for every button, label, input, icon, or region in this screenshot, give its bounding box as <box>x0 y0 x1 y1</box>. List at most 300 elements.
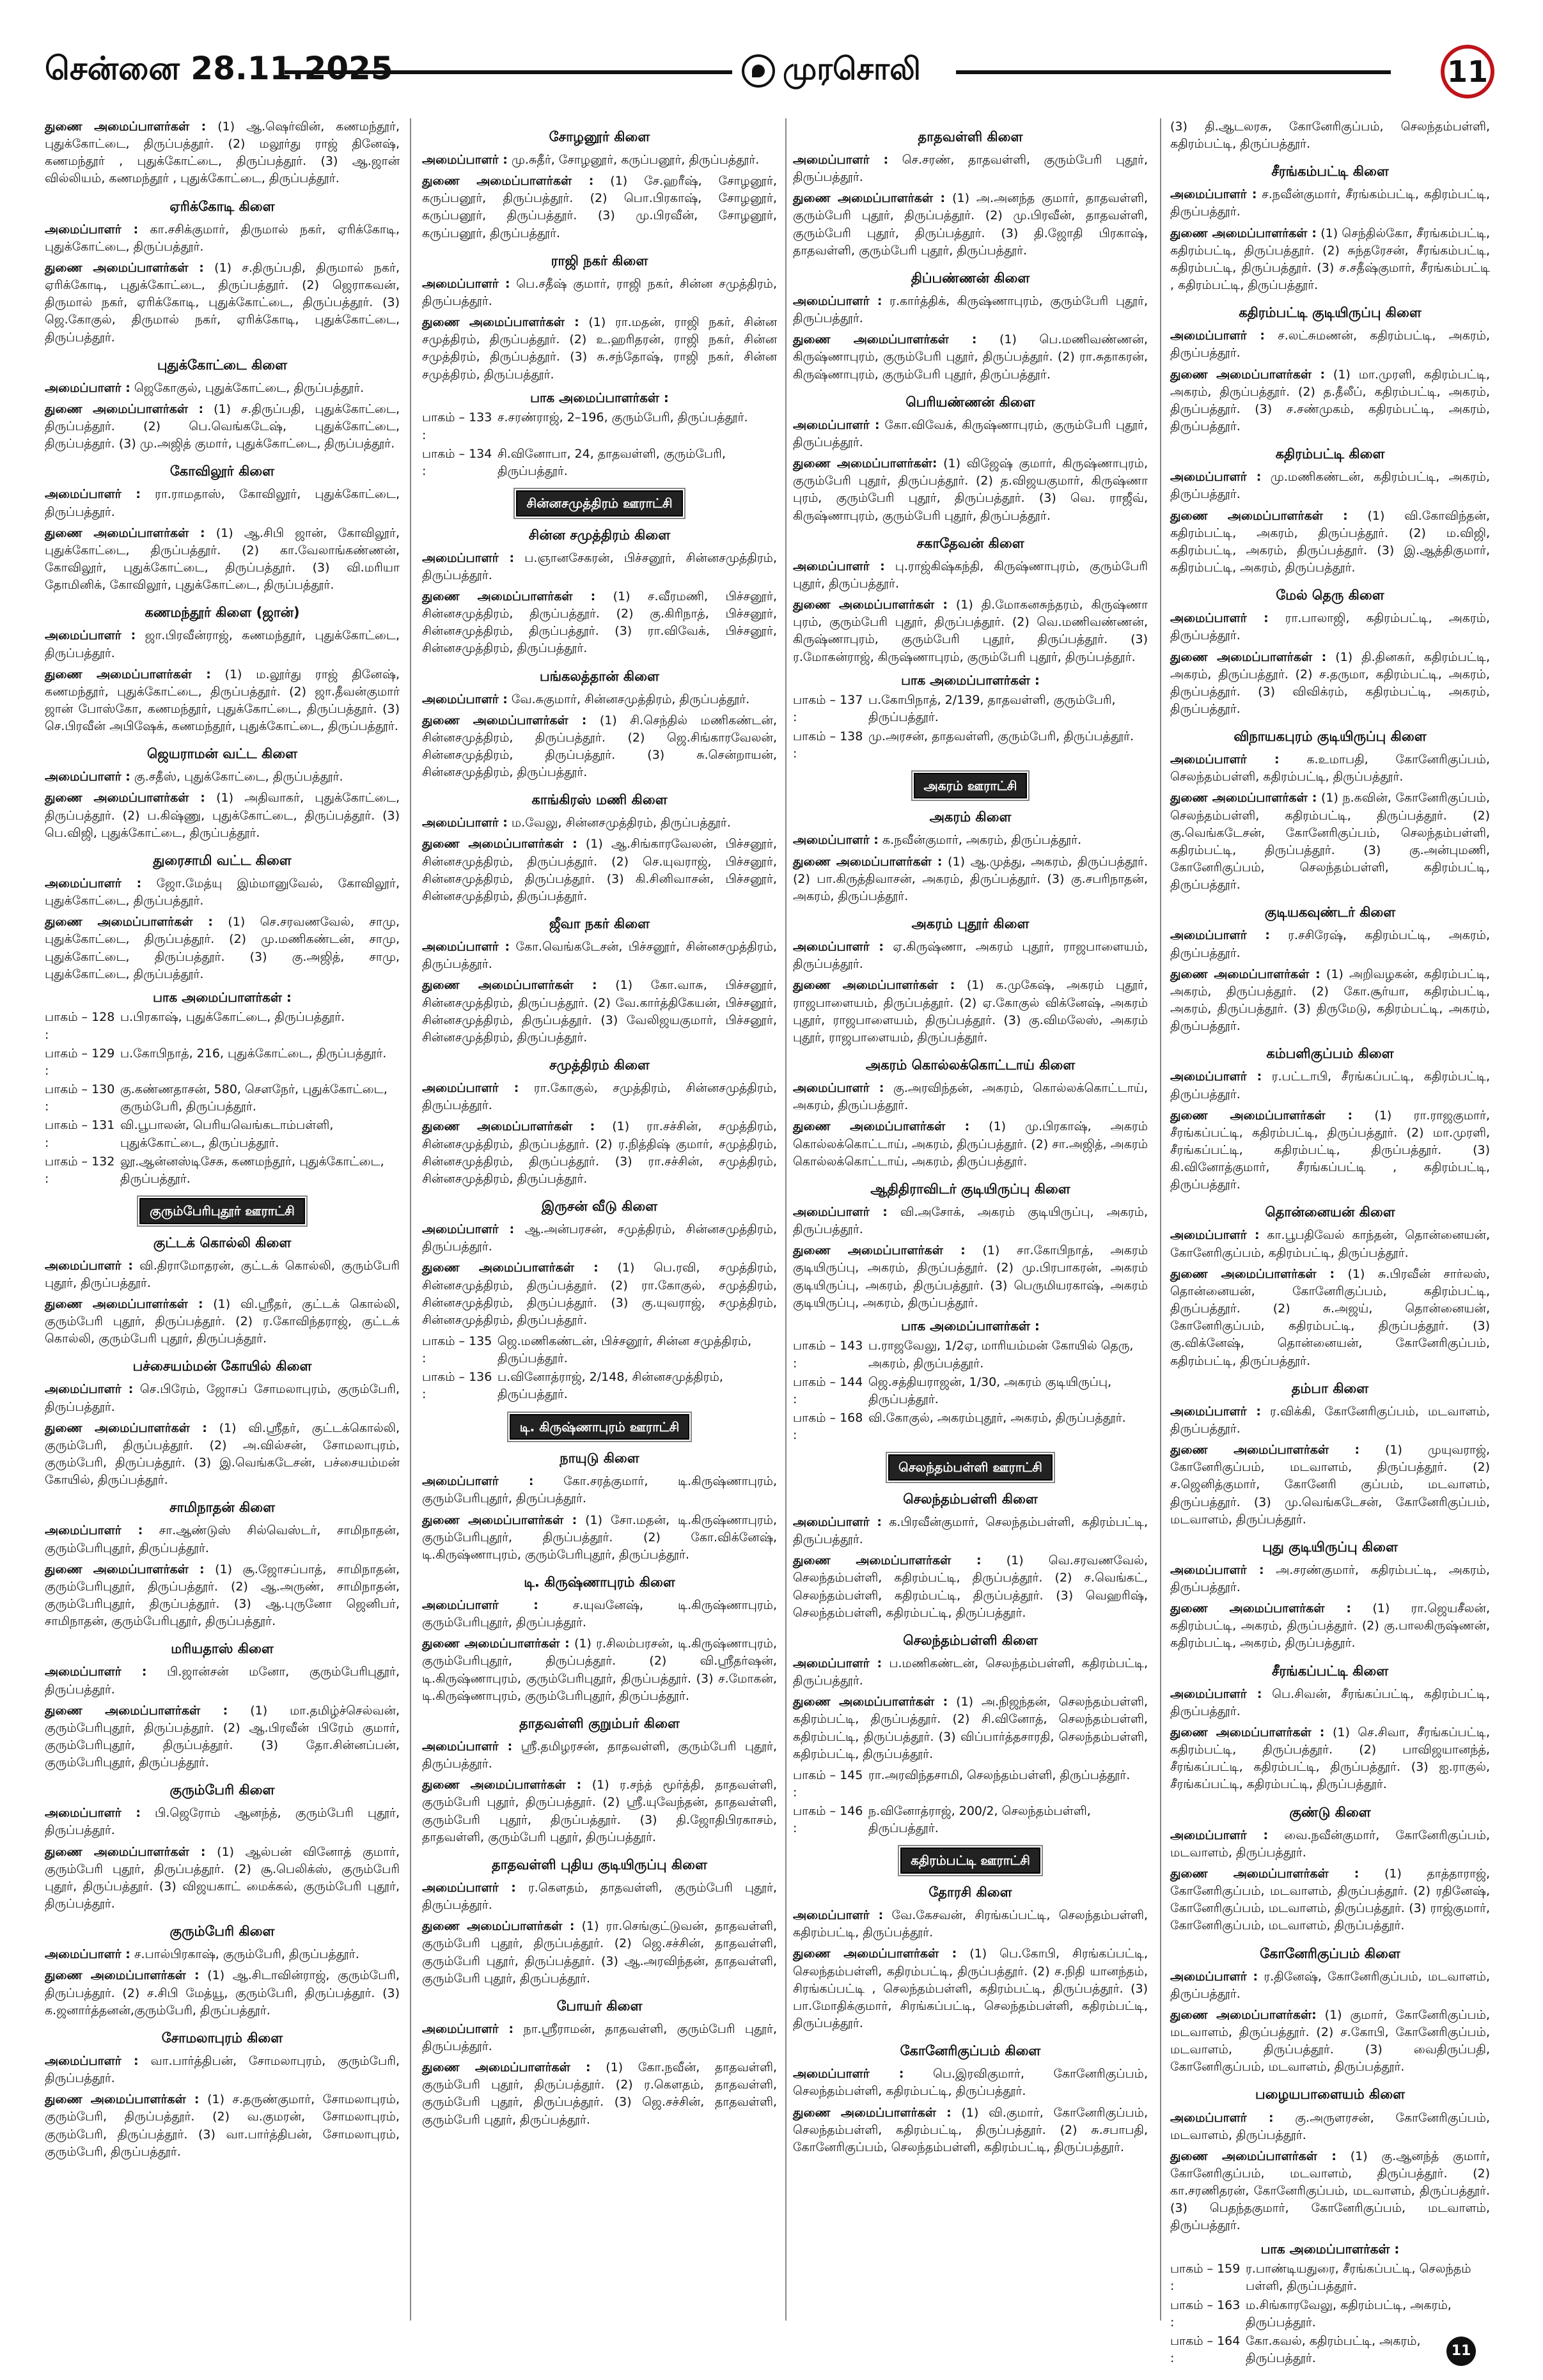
appointee-names: பி.ஜெரோம் ஆனந்த், குரும்பேரி புதூர், திருப்பத்தூர். <box>45 1806 400 1838</box>
appointee-names: மு.சுதீர், சோழனூர், கருப்பனூர், திருப்பத்தூர். <box>511 153 760 167</box>
role-label: அமைப்பாளர் : <box>793 293 882 308</box>
role-label: துணை அமைப்பாளர்கள் : <box>45 401 204 416</box>
appointment-entry <box>793 596 1148 666</box>
appointment-entry <box>793 1080 1148 1114</box>
booth-heading: பாக அமைப்பாளர்கள் : <box>901 672 1040 688</box>
booth-number: பாகம் – 138 : <box>793 729 863 761</box>
booth-organiser: சி.வினோபா, 24, தாதவள்ளி, குரும்பேரி, திருப்பத்தூர். <box>497 446 726 478</box>
appointment-entry <box>1170 1827 1490 1862</box>
branch-heading: பழையபாளையம் கிளை <box>1255 2087 1406 2103</box>
panchayat-banner: குரும்பேரிபுதூர் ஊராட்சி <box>139 1198 305 1224</box>
branch-heading: அகரம் புதூர் கிளை <box>911 916 1030 932</box>
header-rule-left <box>285 70 732 74</box>
branch-heading: இருசன் வீடு கிளை <box>541 1199 658 1215</box>
appointee-names: ப.மணிகண்டன், செலந்தம்பள்ளி, கதிரம்பட்டி, திருப்பத்தூர். <box>793 1656 1148 1688</box>
booth-row <box>793 692 1148 726</box>
appointment-entry <box>1170 649 1490 719</box>
branch-heading: ராஜி நகர் கிளை <box>551 253 648 268</box>
branch-heading: அகரம் கொல்லக்கொட்டாய் கிளை <box>865 1057 1076 1073</box>
appointment-entry <box>1170 186 1490 221</box>
role-label: துணை அமைப்பாளர்கள் : <box>793 854 943 869</box>
edition-date: சென்னை 28.11.2025 <box>45 50 393 87</box>
appointment-entry <box>422 1635 777 1705</box>
branch-heading: தாதவள்ளி குறும்பர் கிளை <box>519 1715 680 1731</box>
appointment-entry <box>1170 1968 1490 2003</box>
booth-organiser: ர.பாண்டியதுரை, சீரங்கப்பட்டி, செலந்தம் பள்ளி, திருப்பத்தூர். <box>1246 2262 1471 2294</box>
role-label: துணை அமைப்பாளர்கள் : <box>45 915 213 929</box>
booth-row <box>45 1081 400 1116</box>
appointment-entry <box>1170 118 1490 153</box>
role-label: அமைப்பாளர் : <box>1170 611 1269 626</box>
appointee-names: (1) ச.திருப்பதி, புதுக்கோட்டை, திருப்பத்தூர். (2) பெ.வெங்கடேஷ், புதுக்கோட்டை, திருப்பத்தூர். (3) மு.அஜித் குமார், புதுக்கோட்டை, திருப்பத்தூர். <box>45 401 400 451</box>
appointee-names: க.பிரவீன்குமார், செலந்தம்பள்ளி, கதிரம்பட்டி, திருப்பத்தூர். <box>793 1514 1148 1547</box>
branch-heading: பங்கலத்தான் கிளை <box>540 668 659 684</box>
appointment-entry <box>793 1693 1148 1763</box>
appointment-entry <box>793 977 1148 1046</box>
booth-number: பாகம் – 164 : <box>1170 2333 1241 2365</box>
appointment-entry <box>45 875 400 910</box>
booth-number: பாகம் – 130 : <box>45 1082 115 1114</box>
appointment-entry <box>45 1946 400 1963</box>
appointment-entry <box>1170 469 1490 503</box>
booth-organiser: கோ.கவல், கதிரம்பட்டி, அகரம், திருப்பத்தூர். <box>1246 2333 1421 2365</box>
booth-organisers <box>793 1317 1148 1445</box>
appointee-names: ச.லட்சுமணன், கதிரம்பட்டி, அகரம், திருப்பத்தூர். <box>1170 329 1490 361</box>
appointee-names: வி.திராமோதரன், குட்டக் கொல்லி, குரும்பேரி புதூர், திருப்பத்தூர். <box>45 1258 400 1290</box>
role-label: அமைப்பாளர் : <box>45 770 130 784</box>
appointment-entry <box>1170 1724 1490 1794</box>
role-label: துணை அமைப்பாளர்கள் : <box>422 1261 599 1275</box>
role-label: அமைப்பாளர் : <box>422 2021 514 2036</box>
appointee-names: (1) பெ.மணிவண்ணன், கிருஷ்ணாபுரம், குரும்பேரி புதூர், திருப்பத்தூர். (2) ரா.சுதாகரன், கிருஷ்ணாபுரம், குரும்பேரி புதூர், திருப்பத்தூர். <box>793 332 1148 382</box>
booth-number: பாகம் – 144 : <box>793 1374 863 1406</box>
appointment-entry <box>422 1080 777 1114</box>
booth-organiser: ச.சரண்ராஜ், 2–196, குரும்பேரி, திருப்பத்தூர். <box>497 410 748 425</box>
role-label: துணை அமைப்பாளர்கள் : <box>45 1296 203 1311</box>
booth-row <box>422 1369 777 1403</box>
appointment-entry <box>45 789 400 841</box>
appointee-names: கா.பூபதிவேல் காந்தன், தொன்னையன், கோனேரிகுப்பம், கதிரம்பட்டி, திருப்பத்தூர். <box>1170 1228 1490 1260</box>
booth-organiser: வி.பூபாலன், பெரியவெங்கடாம்பள்ளி, புதுக்கோட்டை, திருப்பத்தூர். <box>120 1118 334 1150</box>
role-label: அமைப்பாளர் : <box>793 940 884 954</box>
role-label: அமைப்பாளர் : <box>422 816 508 830</box>
appointee-names: (1) ம.லூர்து ராஜ் தினேஷ், கணமந்தூர், புதுக்கோட்டை, திருப்பத்தூர். (2) ஜா.தீவன்குமார் ஜான் போஸ்கோ, கணமந்தூர், புதுக்கோட்டை, திருப்பத்தூர். (3) செ.பிரவீன் அபிஷேக், கணமந்தூர், புதுக்கோட்டை, திருப்பத்தூர். <box>45 667 400 734</box>
branch-heading: குண்டு கிளை <box>1289 1804 1371 1820</box>
role-label: துணை அமைப்பாளர்கள் : <box>422 1513 577 1527</box>
booth-row <box>45 1009 400 1043</box>
role-label: அமைப்பாளர் : <box>45 1523 143 1538</box>
appointee-names: (1) முயுவராஜ், கோனேரிகுப்பம், மடவாளம், திருப்பத்தூர். (2) ச.ஜெனித்குமார், கோனேரி குப்பம், மடவாளம், திருப்பத்தூர். (3) மு.வெங்கடேசன், கோனேரிகுப்பம், மடவாளம், திருப்பத்தூர். <box>1170 1443 1490 1527</box>
role-label: அமைப்பாளர் : <box>1170 1686 1262 1701</box>
booth-organiser: ந.வினோத்ராஜ், 200/2, செலந்தம்பள்ளி, திருப்பத்தூர். <box>868 1804 1091 1836</box>
panchayat-banner: அகரம் ஊராட்சி <box>914 773 1028 799</box>
booth-organiser: ப.ராஜவேலு, 1/2ஏ, மாரியம்மன் கோயில் தெரு, அகரம், திருப்பத்தூர். <box>868 1339 1134 1371</box>
appointment-entry <box>422 712 777 782</box>
appointment-entry <box>1170 1686 1490 1720</box>
appointee-names: ஜோ.மேத்யு இம்மானுவேல், கோவிலூர், புதுக்கோட்டை, திருப்பத்தூர். <box>45 876 400 908</box>
appointee-names: அ.சரண்குமார், கதிரம்பட்டி, அகரம், திருப்பத்தூர். <box>1170 1562 1490 1594</box>
role-label: அமைப்பாளர் : <box>45 1806 141 1821</box>
booth-number: பாகம் – 134 : <box>422 446 492 478</box>
appointee-names: (1) ஆ.சிடாவின்ராஜ், குரும்பேரி, திருப்பத்தூர். (2) ச.சிபி மேத்யூ, குரும்பேரி, திருப்பத்தூர். (3) க.ஜனார்த்தனன்,குரும்பேரி, திருப்பத்தூர். <box>45 1968 400 2018</box>
branch-heading: குரும்பேரி கிளை <box>169 1924 275 1940</box>
role-label: அமைப்பாளர் : <box>1170 928 1270 943</box>
role-label: அமைப்பாளர் : <box>422 1081 519 1096</box>
booth-row <box>1170 2260 1490 2295</box>
role-label: துணை அமைப்பாளர்கள் : <box>1170 1266 1335 1281</box>
booth-organiser: ரா.அரவிந்தசாமி, செலந்தம்பள்ளி, திருப்பத்தூர். <box>868 1768 1131 1782</box>
appointee-names: பெ.சிவன், சீரங்கப்பட்டி, கதிரம்பட்டி, திருப்பத்தூர். <box>1170 1686 1490 1718</box>
role-label: துணை அமைப்பாளர்கள் : <box>422 713 587 727</box>
appointee-names: (1) ரா.சச்சின், சமுத்திரம், சின்னசமுத்திரம், திருப்பத்தூர். (2) ர.நித்திஷ் குமார், சமுத்திரம், சின்னசமுத்திரம், திருப்பத்தூர். (3) ரா.சச்சின், சமுத்திரம், சின்னசமுத்திரம், திருப்பத்தூர். <box>422 1119 777 1186</box>
appointee-names: (1) ர.சிலம்பரசன், டி.கிருஷ்ணாபுரம், குரும்பேரிபுதூர், திருப்பத்தூர். (2) வி.ஸ்ரீதர்ஷன், டி.கிருஷ்ணாபுரம், குரும்பேரிபுதூர், திருப்பத்தூர். (3) ச.மோகன், டி.கிருஷ்ணாபுரம், குரும்பேரிபுதூர், திருப்பத்தூர். <box>422 1637 777 1703</box>
appointee-names: (1) மு.பிரகாஷ், அகரம் கொல்லக்கொட்டாய், அகரம், திருப்பத்தூர். (2) சா.அஜித், அகரம் கொல்லக்கொட்டாய், அகரம், திருப்பத்தூர். <box>793 1119 1148 1169</box>
booth-organiser: ஜெ.மணிகண்டன், பிச்சனூர், சின்ன சமுத்திரம், திருப்பத்தூர். <box>497 1334 752 1366</box>
role-label: அமைப்பாளர் : <box>1170 1404 1261 1419</box>
newspaper-name <box>742 51 921 91</box>
appointee-names: (1) சா.கோபிநாத், அகரம் குடியிருப்பு, அகரம், திருப்பத்தூர். (2) மு.பிரபாகரன், அகரம் குடியிருப்பு, அகரம், திருப்பத்தூர். (3) பெருமியரகாஷ், அகரம் குடியிருப்பு, அகரம், திருப்பத்தூர். <box>793 1243 1148 1310</box>
appointment-entry <box>422 588 777 658</box>
appointment-entry <box>1170 327 1490 362</box>
role-label: துணை அமைப்பாளர்கள் : <box>793 1947 957 1961</box>
appointment-entry <box>422 1777 777 1846</box>
appointee-names: (1) ஆ.முத்து, அகரம், திருப்பத்தூர். (2) பா.கிருத்திவாசன், அகரம், திருப்பத்தூர். (3) கு.சபரிநாதன், அகரம், திருப்பத்தூர். <box>793 854 1148 903</box>
appointment-entry <box>1170 366 1490 436</box>
appointment-entry <box>1170 610 1490 644</box>
role-label: துணை அமைப்பாளர்கள் : <box>422 1778 582 1793</box>
appointee-names: (1) ரா.ராஜகுமார், சீரங்கப்பட்டி, கதிரம்பட்டி, திருப்பத்தூர். (2) மா.முரளி, சீரங்கப்பட்டி, கதிரம்பட்டி, திருப்பத்தூர். (3) கி.வினோத்குமார், சீரங்கப்பட்டி , கதிரம்பட்டி, திருப்பத்தூர். <box>1170 1108 1490 1192</box>
role-label: துணை அமைப்பாளர்கள் : <box>793 191 946 206</box>
appointee-names: ர.கௌதம், தாதவள்ளி, குரும்பேரி புதூர், திருப்பத்தூர். <box>422 1880 777 1913</box>
appointee-names: கோ.விவேக், கிருஷ்ணாபுரம், குரும்பேரி புதூர், திருப்பத்தூர். <box>793 417 1148 449</box>
role-label: அமைப்பாளர் : <box>1170 470 1262 485</box>
appointee-names: பி.ஜான்சன் மனோ, குரும்பேரிபுதூர், திருப்பத்தூர். <box>45 1665 400 1697</box>
role-label: துணை அமைப்பாளர்கள் : <box>422 315 579 330</box>
appointee-names: (1) அ.அனந்த குமார், தாதவள்ளி, குரும்பேரி புதூர், திருப்பத்தூர். (2) மு.பிரவீன், தாதவள்ளி, குரும்பேரி புதூர், திருப்பத்தூர். (3) தி.ஜோதி பிரகாஷ், தாதவள்ளி, குரும்பேரி புதூர், திருப்பத்தூர். <box>793 191 1148 258</box>
role-label: அமைப்பாளர் : <box>422 276 510 291</box>
appointee-names: (1) வி.ஸ்ரீதர், குட்டக் கொல்லி, குரும்பேரி புதூர், திருப்பத்தூர். (2) ர.கோவிந்தராஜ், குட்டக் கொல்லி, குரும்பேரி புதூர், திருப்பத்தூர். <box>45 1296 400 1346</box>
role-label: அமைப்பாளர் : <box>1170 329 1265 343</box>
column-divider <box>410 118 411 2321</box>
role-label: துணை அமைப்பாளர்கள்: <box>793 456 937 471</box>
appointment-entry <box>422 1473 777 1507</box>
role-label: துணை அமைப்பாளர்கள் : <box>45 260 204 275</box>
appointee-names: (1) பெ.கோபி, சிரங்கப்பட்டி, செலந்தம்பள்ளி, கதிரம்பட்டி, திருப்பத்தூர். (2) ச.நிதி யானந்தம், சிரங்கப்பட்டி , செலந்தம்பள்ளி, கதிரம்பட்டி, திருப்பத்தூர். (3) பா.மோதிக்குமார், சிரங்கப்பட்டி, செலந்தம்பள்ளி, கதிரம்பட்டி, திருப்பத்தூர். <box>793 1947 1148 2031</box>
booth-organiser: கு.கண்ணதாசன், 580, செளநேர், புதுக்கோட்டை, குரும்பேரி, திருப்பத்தூர். <box>120 1082 388 1114</box>
booth-row <box>422 1333 777 1367</box>
branch-heading: விநாயகபுரம் குடியிருப்பு கிளை <box>1234 729 1427 745</box>
branch-heading: சாமிநாதன் கிளை <box>169 1500 276 1516</box>
appointee-names: (3) தி.ஆடலரசு, கோனேரிகுப்பம், செலந்தம்பள்ளி, கதிரம்பட்டி, திருப்பத்தூர். <box>1170 120 1490 152</box>
booth-heading: பாக அமைப்பாளர்கள் : <box>901 1318 1040 1334</box>
appointment-entry <box>1170 1600 1490 1652</box>
appointment-entry <box>1170 225 1490 295</box>
booth-number: பாகம் – 145 : <box>793 1768 863 1800</box>
appointee-names: (1) ந.கவின், கோனேரிகுப்பம், செலந்தம்பள்ளி, கதிரம்பட்டி, திருப்பத்தூர். (2) கு.வெங்கடேசன், கோனேரிகுப்பம், செலந்தம்பள்ளி, கதிரம்பட்டி, திருப்பத்தூர். (3) கு.அன்புமணி, கோனேரிகுப்பம், செலந்தம்பள்ளி, கதிரம்பட்டி, திருப்பத்தூர். <box>1170 791 1490 892</box>
role-label: துணை அமைப்பாளர்கள் : <box>422 1637 570 1651</box>
appointment-entry <box>45 666 400 736</box>
appointment-entry <box>1170 1068 1490 1103</box>
appointee-names: (1) கோ.நவீன், தாதவள்ளி, குரும்பேரி புதூர், திருப்பத்தூர். (2) ர.கௌதம், தாதவள்ளி, குரும்பேரி புதூர், திருப்பத்தூர். (3) ஜெ.சச்சின், தாதவள்ளி, குரும்பேரி புதூர், திருப்பத்தூர். <box>422 2060 777 2127</box>
role-label: துணை அமைப்பாளர்கள் : <box>45 120 207 134</box>
booth-organiser: ப.கோபிநாத், 2/139, தாதவள்ளி, குரும்பேரி, திருப்பத்தூர். <box>868 693 1116 725</box>
role-label: அமைப்பாளர் : <box>793 1514 882 1529</box>
appointee-names: பெ.இரவிகுமார், கோனேரிகுப்பம், செலந்தம்பள்ளி, கதிரம்பட்டி, திருப்பத்தூர். <box>793 2067 1148 2099</box>
appointment-entry <box>45 260 400 346</box>
page-number-badge: 11 <box>1441 45 1494 98</box>
role-label: துணை அமைப்பாளர்கள் : <box>45 525 205 540</box>
branch-heading: கோனேரிகுப்பம் கிளை <box>1260 1945 1400 1961</box>
branch-heading: திப்பண்ணன் கிளை <box>911 270 1030 286</box>
appointment-entry <box>1170 2007 1490 2076</box>
appointee-names: (1) சூ.ஜோசப்பாத், சாமிநாதன், குரும்பேரிபுதூர், திருப்பத்தூர். (2) ஆ.அருண், சாமிநாதன், குரும்பேரிபுதூர், திருப்பத்தூர். (3) ஆ.புருனோ ஜெனிபர், சாமிநாதன், குரும்பேரிபுதூர், திருப்பத்தூர். <box>45 1562 400 1629</box>
appointee-names: ஜெகோகுல், புதுக்கோட்டை, திருப்பத்தூர். <box>134 380 364 395</box>
branch-heading: கதிரம்பட்டி கிளை <box>1275 446 1385 462</box>
role-label: துணை அமைப்பாளர்கள்: <box>1170 2007 1317 2022</box>
appointee-names: க.உமாபதி, கோனேரிகுப்பம், செலந்தம்பள்ளி, கதிரம்பட்டி, திருப்பத்தூர். <box>1170 752 1490 784</box>
panchayat-banner: கதிரம்பட்டி ஊராட்சி <box>900 1847 1040 1874</box>
appointment-entry <box>1170 508 1490 577</box>
role-label: துணை அமைப்பாளர்கள் : <box>422 589 596 603</box>
role-label: துணை அமைப்பாளர்கள் : <box>45 2092 200 2107</box>
appointment-entry <box>1170 789 1490 894</box>
branch-heading: காங்கிரஸ் மணி கிளை <box>531 792 668 808</box>
role-label: துணை அமைப்பாளர்கள் : <box>422 837 577 852</box>
appointment-entry <box>1170 966 1490 1036</box>
branch-heading: சோமலாபுரம் கிளை <box>161 2030 283 2046</box>
appointment-entry <box>793 1118 1148 1170</box>
branch-heading: சகாதேவன் கிளை <box>916 535 1024 551</box>
role-label: அமைப்பாளர் : <box>45 1947 130 1962</box>
appointee-names: கோ.வெங்கடேசன், பிச்சனூர், சின்னசமுத்திரம், திருப்பத்தூர். <box>422 940 777 972</box>
appointment-entry <box>45 1296 400 1348</box>
booth-row <box>45 1153 400 1188</box>
appointment-entry <box>793 832 1148 849</box>
branch-heading: செலந்தம்பள்ளி கிளை <box>903 1491 1038 1507</box>
appointment-entry <box>1170 751 1490 786</box>
appointee-names: (1) ஆ.சிங்காரவேலன், பிச்சனூர், சின்னசமுத்திரம், திருப்பத்தூர். (2) செ.யுவராஜ், பிச்சனூர், சின்னசமுத்திரம், திருப்பத்தூர். (3) கி.சினிவாசன், பிச்சனூர், சின்னசமுத்திரம், திருப்பத்தூர். <box>422 837 777 903</box>
appointment-entry <box>422 173 777 242</box>
booth-heading: பாக அமைப்பாளர்கள் : <box>153 989 292 1005</box>
appointment-entry <box>793 1552 1148 1622</box>
appointee-names: வை.நவீன்குமார், கோனேரிகுப்பம், மடவாளம், திருப்பத்தூர். <box>1170 1828 1490 1860</box>
booth-organiser: ப.கோபிநாத், 216, புதுக்கோட்டை, திருப்பத்தூர். <box>120 1046 387 1061</box>
booth-row <box>793 1803 1148 1837</box>
booth-number: பாகம் – 131 : <box>45 1118 115 1150</box>
role-label: அமைப்பாளர் : <box>1170 1828 1269 1842</box>
role-label: அமைப்பாளர் : <box>793 1656 882 1670</box>
branch-heading: மேல் தெரு கிளை <box>1276 587 1384 603</box>
appointee-names: (1) சோ.மதன், டி.கிருஷ்ணாபுரம், குரும்பேரிபுதூர், திருப்பத்தூர். (2) கோ.விக்னேஷ், டி.கிருஷ்ணாபுரம், குரும்பேரிபுதூர், திருப்பத்தூர். <box>422 1513 778 1562</box>
appointee-names: (1) ரா.செங்குட்டுவன், தாதவள்ளி, குரும்பேரி புதூர், திருப்பத்தூர். (2) ஜெ.சச்சின், தாதவள்ளி, குரும்பேரி புதூர், திருப்பத்தூர். (3) ஆ.அரவிந்தன், தாதவள்ளி, குரும்பேரி புதூர், திருப்பத்தூர். <box>422 1919 778 1986</box>
booth-row <box>45 1045 400 1080</box>
appointee-names: சா.ஆண்டுஸ் சில்வெஸ்டர், சாமிநாதன், குரும்பேரிபுதூர், திருப்பத்தூர். <box>45 1523 400 1555</box>
role-label: துணை அமைப்பாளர்கள் : <box>793 1243 966 1258</box>
booth-row <box>793 1374 1148 1408</box>
appointment-entry <box>45 2091 400 2161</box>
appointee-names: ரா.கோகுல், சமுத்திரம், சின்னசமுத்திரம், திருப்பத்தூர். <box>422 1081 778 1113</box>
appointee-names: (1) தி.தினகர், கதிரம்பட்டி, அகரம், திருப்பத்தூர். (2) ச.தருமா, கதிரம்பட்டி, அகரம், திருப்பத்தூர். (3) விவிக்ரம், கதிரம்பட்டி, அகரம், திருப்பத்தூர். <box>1170 649 1490 716</box>
branch-heading: குடியகவுண்டர் கிளை <box>1264 905 1396 921</box>
branch-heading: தாதவள்ளி கிளை <box>918 129 1023 144</box>
booth-row <box>422 446 777 480</box>
role-label: அமைப்பாளர் : <box>45 487 141 502</box>
appointee-names: செ.பிரேம், ஜோசப் சோமலாபுரம், குரும்பேரி, திருப்பத்தூர். <box>45 1382 400 1414</box>
appointee-names: (1) ஆ.சிபி ஜான், கோவிலூர், புதுக்கோட்டை, திருப்பத்தூர். (2) கா.வேலாங்கண்ணன், கோவிலூர், புதுக்கோட்டை, திருப்பத்தூர். (3) வி.மரியா தோமினிக், கோவிலூர், புதுக்கோட்டை, திருப்பத்தூர். <box>45 525 400 593</box>
booth-organisers <box>793 1767 1148 1838</box>
booth-number: பாகம் – 135 : <box>422 1334 492 1366</box>
appointment-entry <box>422 152 777 169</box>
branch-heading: தோரசி கிளை <box>928 1885 1012 1901</box>
appointee-names: ஜா.பிரவீன்ராஜ், கணமந்தூர், புதுக்கோட்டை, திருப்பத்தூர். <box>45 628 400 660</box>
appointee-names: (1) வி.ஸ்ரீதர், குட்டக்கொல்லி, குரும்பேரி, திருப்பத்தூர். (2) அ.வில்சன், சோமலாபுரம், குரும்பேரி, திருப்பத்தூர். (3) இ.வெங்கடேசன், பச்சையம்மன் கோயில், திருப்பத்தூர். <box>45 1420 400 1488</box>
role-label: துணை அமைப்பாளர்கள் : <box>1170 367 1326 382</box>
appointment-entry <box>1170 1865 1490 1935</box>
branch-heading: குட்டக் கொல்லி கிளை <box>153 1234 292 1250</box>
appointment-entry <box>422 1879 777 1914</box>
appointee-names: (1) அதிவாகர், புதுக்கோட்டை, திருப்பத்தூர். (2) ப.கிஷ்ணு, புதுக்கோட்டை, திருப்பத்தூர். (3) பெ.விஜி, புதுக்கோட்டை, திருப்பத்தூர். <box>45 791 400 840</box>
branch-heading: பச்சையம்மன் கோயில் கிளை <box>132 1358 312 1374</box>
appointment-entry <box>1170 927 1490 961</box>
role-label: துணை அமைப்பாளர்கள் : <box>793 598 948 612</box>
appointee-names: வே.கேசவன், சிரங்கப்பட்டி, செலந்தம்பள்ளி, கதிரம்பட்டி, திருப்பத்தூர். <box>793 1908 1148 1940</box>
role-label: துணை அமைப்பாளர்கள் : <box>45 1420 207 1435</box>
role-label: துணை அமைப்பாளர்கள் : <box>1170 1866 1359 1881</box>
appointee-names: (1) ச.தருண்குமார், சோமலாபுரம், குரும்பேரி, திருப்பத்தூர். (2) வ.குமரன், சோமலாபுரம், குரும்பேரி, திருப்பத்தூர். (3) வா.பார்த்திபன், சோமலாபுரம், குரும்பேரி, திருப்பத்தூர். <box>45 2092 400 2159</box>
sunrise-logo-icon <box>742 54 775 88</box>
role-label: அமைப்பாளர் : <box>45 628 136 643</box>
appointee-names: ச.நவீன்குமார், சீரங்கம்பட்டி, கதிரம்பட்டி, திருப்பத்தூர். <box>1170 187 1490 219</box>
booth-row <box>45 1117 400 1151</box>
appointment-entry <box>793 1655 1148 1690</box>
branch-heading: செலந்தம்பள்ளி கிளை <box>903 1632 1038 1648</box>
appointee-names: ச.பால்பிரகாஷ், குரும்பேரி, திருப்பத்தூர். <box>134 1947 359 1962</box>
appointment-entry <box>793 152 1148 186</box>
appointment-entry <box>422 1221 777 1256</box>
masthead <box>45 45 1496 102</box>
appointee-names: ப.ஞானசேகரன், பிச்சனூர், சின்னசமுத்திரம், திருப்பத்தூர். <box>422 550 778 582</box>
booth-number: பாகம் – 132 : <box>45 1154 115 1186</box>
appointment-entry <box>793 558 1148 593</box>
role-label: துணை அமைப்பாளர்கள் : <box>793 978 955 993</box>
appointee-names: (1) தாத்தாராஜ், கோனேரிகுப்பம், மடவாளம், திருப்பத்தூர். (2) ரதினேஷ், கோனேரிகுப்பம், மடவாளம், திருப்பத்தூர். (3) ராஜ்குமார், கோனேரிகுப்பம், மடவாளம், திருப்பத்தூர். <box>1170 1866 1491 1933</box>
booth-number: பாகம் – 133 : <box>422 410 492 442</box>
appointment-entry <box>793 417 1148 451</box>
appointee-names: (1) க.முகேஷ், அகரம் புதூர், ராஜபாளையம், திருப்பத்தூர். (2) ஏ.கோகுல் விக்னேஷ், அகரம் புதூர், ராஜபாளையம், திருப்பத்தூர். (3) கு.விமலேஸ், அகரம் புதூர், ராஜபாளையம், திருப்பத்தூர். <box>793 978 1148 1045</box>
appointment-entry <box>45 486 400 520</box>
appointment-entry <box>45 1257 400 1292</box>
role-label: அமைப்பாளர் : <box>422 550 515 565</box>
appointment-entry <box>793 190 1148 260</box>
role-label: அமைப்பாளர் : <box>45 1665 147 1679</box>
appointment-entry <box>422 1512 777 1564</box>
appointment-entry <box>45 118 400 188</box>
role-label: அமைப்பாளர் : <box>422 1598 538 1612</box>
booth-number: பாகம் – 129 : <box>45 1046 115 1078</box>
branch-heading: தாதவள்ளி புதிய குடியிருப்பு கிளை <box>492 1856 707 1872</box>
role-label: துணை அமைப்பாளர்கள் : <box>1170 967 1320 981</box>
role-label: அமைப்பாளர் : <box>1170 187 1257 202</box>
appointment-entry <box>793 1242 1148 1312</box>
appointment-entry <box>422 938 777 973</box>
appointment-entry <box>45 401 400 453</box>
appointee-names: ர.பட்டாபி, சீரங்கப்பட்டி, கதிரம்பட்டி, திருப்பத்தூர். <box>1170 1069 1490 1101</box>
booth-row <box>793 1767 1148 1801</box>
appointee-names: (1) ச.திருப்பதி, திருமால் நகர், ஏரிக்கோடி, புதுக்கோட்டை, திருப்பத்தூர். (2) ஜெராகவன், திருமால் நகர், ஏரிக்கோடி, புதுக்கோட்டை, திருப்பத்தூர். (3) ஜெ.கோகுல், திருமால் நகர், ஏரிக்கோடி, புதுக்கோட்டை, திருப்பத்தூர். <box>45 260 400 345</box>
branch-heading: கம்பளிகுப்பம் கிளை <box>1266 1046 1394 1062</box>
role-label: துணை அமைப்பாளர்கள் : <box>793 1119 970 1134</box>
appointment-entry <box>793 1204 1148 1238</box>
booth-organisers <box>422 1333 777 1404</box>
branch-heading: மரியதாஸ் கிளை <box>171 1641 274 1657</box>
appointment-entry <box>422 691 777 708</box>
appointment-entry <box>45 1663 400 1698</box>
role-label: துணை அமைப்பாளர்கள் : <box>45 667 211 681</box>
panchayat-banner: செலந்தம்பள்ளி ஊராட்சி <box>888 1454 1053 1481</box>
role-label: அமைப்பாளர் : <box>422 1880 516 1895</box>
booth-organiser: ம.சிங்காரவேலு, கதிரம்பட்டி, அகரம், திருப்பத்தூர். <box>1246 2298 1452 2329</box>
appointment-entry <box>45 1702 400 1772</box>
role-label: அமைப்பாளர் : <box>793 2067 904 2081</box>
appointee-names: (1) வெ.சரவணவேல், செலந்தம்பள்ளி, கதிரம்பட்டி, திருப்பத்தூர். (2) ச.வெங்கட், செலந்தம்பள்ளி, கதிரம்பட்டி, திருப்பத்தூர். (3) வெஹரிஷ், செலந்தம்பள்ளி, கதிரம்பட்டி, திருப்பத்தூர். <box>793 1553 1148 1620</box>
column-2 <box>422 118 777 2321</box>
appointee-names: (1) ச.வீரமணி, பிச்சனூர், சின்னசமுத்திரம், திருப்பத்தூர். (2) கு.கிரிநாத், பிச்சனூர், சின்னசமுத்திரம், திருப்பத்தூர். (3) ரா.விவேக், பிச்சனூர், சின்னசமுத்திரம், திருப்பத்தூர். <box>422 589 777 656</box>
booth-row <box>1170 2297 1490 2331</box>
appointee-names: (1) தி.மோகனசுந்தரம், கிருஷ்ணா புரம், குரும்பேரி புதூர், திருப்பத்தூர். (2) வெ.மணிவண்ணன், கிருஷ்ணாபுரம், குரும்பேரி புதூர், திருப்பத்தூர். (3) ர.மோகன்ராஜ், கிருஷ்ணாபுரம், குரும்பேரி புதூர், திருப்பத்தூர். <box>793 598 1148 664</box>
appointee-names: கா.சசிக்குமார், திருமால் நகர், ஏரிக்கோடி, புதுக்கோட்டை, திருப்பத்தூர். <box>45 222 400 254</box>
role-label: துணை அமைப்பாளர்கள் : <box>1170 226 1317 240</box>
appointment-entry <box>422 1259 777 1329</box>
appointee-names: கு.சதீஸ், புதுக்கோட்டை, திருப்பத்தூர். <box>134 770 343 784</box>
appointment-entry <box>45 1967 400 2019</box>
appointee-names: நா.ஸ்ரீராமன், தாதவள்ளி, குரும்பேரி புதூர், திருப்பத்தூர். <box>422 2021 777 2054</box>
role-label: அமைப்பாளர் : <box>45 2053 139 2068</box>
role-label: துணை அமைப்பாளர்கள் : <box>1170 1108 1353 1123</box>
appointment-entry <box>422 276 777 310</box>
branch-heading: சமுத்திரம் கிளை <box>549 1057 650 1073</box>
role-label: துணை அமைப்பாளர்கள் : <box>45 1844 206 1859</box>
appointee-names: வா.பார்த்திபன், சோமலாபுரம், குரும்பேரி, திருப்பத்தூர். <box>45 2053 400 2086</box>
booth-row <box>793 1337 1148 1372</box>
booth-organisers <box>793 671 1148 763</box>
appointee-names: ர.கார்த்திக், கிருஷ்ணாபுரம், குரும்பேரி புதூர், திருப்பத்தூர். <box>793 293 1148 326</box>
panchayat-banner: சின்னசமுத்திரம் ஊராட்சி <box>516 490 682 517</box>
role-label: துணை அமைப்பாளர்கள் : <box>422 2060 591 2075</box>
booth-organiser: மு.அரசன், தாதவள்ளி, குரும்பேரி, திருப்பத்தூர். <box>868 729 1134 743</box>
appointment-entry <box>1170 1266 1490 1370</box>
booth-organiser: வி.கோகுல், அகரம்புதூர், அகரம், திருப்பத்தூர். <box>868 1411 1126 1426</box>
role-label: துணை அமைப்பாளர்கள் : <box>45 1703 228 1718</box>
appointment-entry <box>45 221 400 256</box>
role-label: அமைப்பாளர் : <box>1170 1228 1260 1243</box>
role-label: அமைப்பாளர் : <box>1170 752 1280 767</box>
appointee-names: கு.அருளரசன், கோனேரிகுப்பம், மடவாளம், திருப்பத்தூர். <box>1170 2110 1490 2142</box>
appointment-entry <box>45 2053 400 2087</box>
booth-number: பாகம் – 146 : <box>793 1804 863 1836</box>
appointee-names: கோ.சரத்குமார், டி.கிருஷ்ணாபுரம், குரும்பேரிபுதூர், திருப்பத்தூர். <box>422 1474 778 1506</box>
appointment-entry <box>422 836 777 905</box>
role-label: துணை அமைப்பாளர்கள் : <box>1170 1725 1325 1739</box>
branch-heading: நாயுடு கிளை <box>560 1451 639 1466</box>
branch-heading: ஏரிக்கோடி கிளை <box>169 198 275 214</box>
appointee-names: (1) மா.முரளி, கதிரம்பட்டி, அகரம், திருப்பத்தூர். (2) த.தீலீப், கதிரம்பட்டி, அகரம், திருப்பத்தூர். (3) ச.சண்முகம், கதிரம்பட்டி, அகரம், திருப்பத்தூர். <box>1170 367 1491 434</box>
role-label: துணை அமைப்பாளர்கள் : <box>1170 649 1327 664</box>
branch-heading: சீரங்கப்பட்டி கிளை <box>1271 1663 1389 1679</box>
appointment-entry <box>45 380 400 397</box>
branch-heading: சீரங்கம்பட்டி கிளை <box>1271 164 1389 180</box>
appointment-entry <box>422 1738 777 1773</box>
role-label: அமைப்பாளர் : <box>793 1081 884 1096</box>
